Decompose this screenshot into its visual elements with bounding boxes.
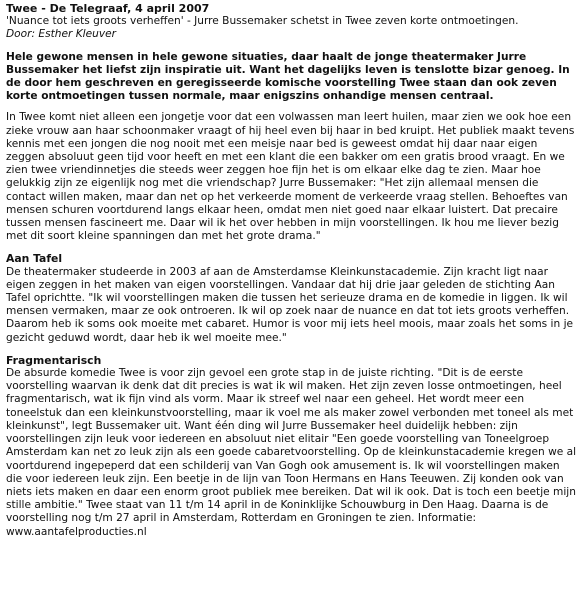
section-text: De absurde komedie Twee is voor zijn gevoel een grote stap in de juiste richting. "Dit is de eerste voorstelling waarvan ik denk dat dit precies is wat ik wil maken. Het zijn zeven losse ontmoetingen, heel fragmentarisch, wat ik fijn vind als vorm. Maar ik streef wel naar een geheel. Het wordt meer een toneelstuk dan een kleinkunstvoorstelling, maar ik voel me als maker zowel verbonden met toneel als met kleinkunst", legt Bussemaker uit. Want één ding wil Jurre Bussemaker heel duidelijk hebben: zijn voorstellingen zijn leuk voor iedereen en absoluut niet elitair "Een goede voorstelling van Toneelgroep Amsterdam kan net zo leuk zijn als een goede cabaretvoorstelling. Op de kleinkunstacademie kregen we al voortdurend ingepeperd dat een schilderij van Van Gogh ook amusement is. Ik wil voorstellingen maken die voor iedereen leuk zijn. Een beetje in de lijn van Toon Hermans en Hans Teeuwen. Zij konden ook van niets iets maken en daar een enorm groot publiek mee bereiken. Dat wil ik ook. Dat is toch een beetje mijn stille ambitie." Twee staat van 11 t/m 14 april in de Koninklijke Schouwburg in Den Haag. Daarna is de voorstelling nog t/m 27 april in Amsterdam, Rotterdam en Groningen te zien. Informatie: www.aantafelproducties.nl [6, 367, 577, 538]
section-heading: Fragmentarisch [6, 353, 102, 367]
article-title: Twee - De Telegraaf, 4 april 2007 [6, 2, 210, 15]
section-heading: Aan Tafel [6, 252, 63, 266]
article-author: Door: Esther Kleuver [6, 28, 116, 41]
section-aan-tafel [6, 252, 578, 344]
section-text: De theatermaker studeerde in 2003 af aan de Amsterdamse Kleinkunstacademie. Zijn kracht ligt naar eigen zeggen in het maken van eigen voorstellingen. Vandaar dat hij drie jaar geleden de stichting Aan Tafel oprichtte. "Ik wil voorstellingen maken die tussen het serieuze drama en de komedie in liggen. Ik wil mensen vermaken, maar ze ook ontroeren. Ik wil op zoek naar de nuance en dat tot iets groots verheffen. Daarom heb ik soms ook moeite met cabaret. Humor is voor mij iets heel moois, maar zoals het soms in je gezicht geduwd wordt, daar heb ik wel moeite mee." [6, 265, 574, 344]
intro-paragraph: In Twee komt niet alleen een jongetje voor dat een volwassen man leert huilen, maar zien we ook hoe een zieke vrouw aan haar schoonmaker vraagt of hij heel even bij haar in bed kruipt. Het publiek maakt tevens kennis met een jongen die nog nooit met een meisje naar bed is geweest omdat hij daar naar eigen zeggen absoluut geen tijd voor heeft en met een klant die een bakker om een gratis brood vraagt. En we zien twee vriendinnetjes die steeds weer zeggen hoe fijn het is om elkaar elke dag te zien. Maar hoe gelukkig zijn ze eigenlijk nog met die vriendschap? Jurre Bussemaker: "Het zijn allemaal mensen die contact willen maken, maar dan net op het verkeerde moment de verkeerde vraag stellen. Behoeftes van mensen schuren voortdurend langs elkaar heen, omdat men niet goed naar elkaar luistert. Dat precaire tussen mensen fascineert me. Daar wil ik het over hebben in mijn voorstellingen. Ik hou me liever bezig met dit soort kleine spanningen dan met het grote drama." [6, 111, 575, 243]
article-lead: Hele gewone mensen in hele gewone situaties, daar haalt de jonge theatermaker Jurre Bussemaker het liefst zijn inspiratie uit. Want het dagelijks leven is tenslotte bizar genoeg. In de door hem geschreven en geregisseerde komische voorstelling Twee staan dan ook zeven korte ontmoetingen tussen normale, maar enigszins onhandige mensen centraal. [6, 50, 570, 103]
article-subtitle: 'Nuance tot iets groots verheffen' - Jurre Bussemaker schetst in Twee zeven korte ontmoetingen. [6, 15, 519, 28]
section-fragmentarisch [6, 354, 578, 539]
